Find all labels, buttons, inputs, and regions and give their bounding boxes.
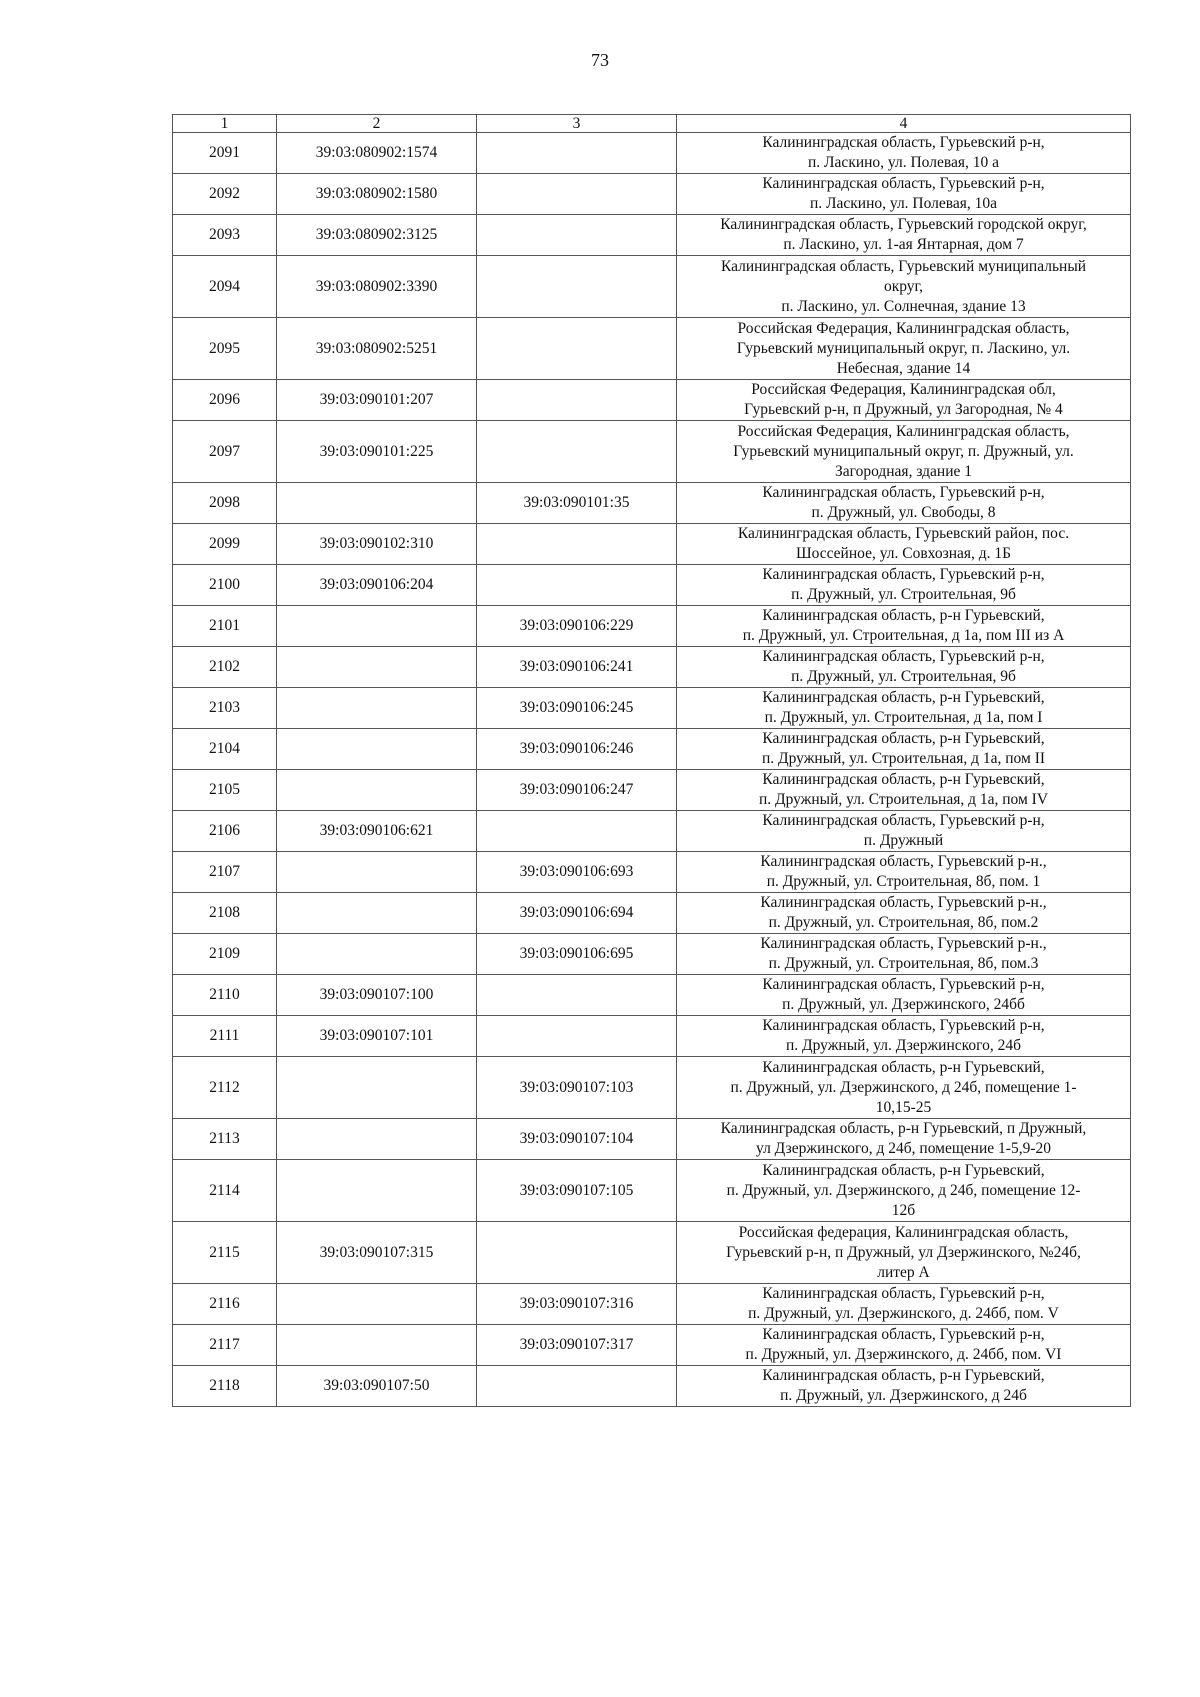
land-cadastral-number-cell (277, 606, 477, 647)
row-number-cell: 2107 (173, 852, 277, 893)
table-row (173, 852, 1131, 893)
address-cell: Калининградская область, Гурьевский р-н, п. Дружный, ул. Свободы, 8 (677, 483, 1131, 524)
address-cell: Калининградская область, Гурьевский р-н, п. Дружный, ул. Дзержинского, 24бб (677, 975, 1131, 1016)
object-cadastral-number-cell (477, 174, 677, 215)
land-cadastral-number-cell (277, 1325, 477, 1366)
address-cell: Калининградская область, Гурьевский р-н, п. Дружный, ул. Строительная, 9б (677, 565, 1131, 606)
table-row (173, 893, 1131, 934)
header-col-4: 4 (677, 115, 1131, 133)
address-cell: Калининградская область, Гурьевский район, пос. Шоссейное, ул. Совхозная, д. 1Б (677, 524, 1131, 565)
address-cell: Калининградская область, р-н Гурьевский, п. Дружный, ул. Дзержинского, д 24б, помещение 12- 12б (677, 1160, 1131, 1222)
object-cadastral-number-cell (477, 524, 677, 565)
address-cell: Калининградская область, Гурьевский р-н., п. Дружный, ул. Строительная, 8б, пом.3 (677, 934, 1131, 975)
table-row (173, 1284, 1131, 1325)
object-cadastral-number-cell: 39:03:090101:35 (477, 483, 677, 524)
row-number-cell: 2096 (173, 380, 277, 421)
table-row (173, 421, 1131, 483)
address-cell: Калининградская область, Гурьевский р-н., п. Дружный, ул. Строительная, 8б, пом.2 (677, 893, 1131, 934)
object-cadastral-number-cell (477, 975, 677, 1016)
row-number-cell: 2098 (173, 483, 277, 524)
row-number-cell: 2115 (173, 1222, 277, 1284)
header-col-1: 1 (173, 115, 277, 133)
table-row (173, 1222, 1131, 1284)
address-cell: Калининградская область, р-н Гурьевский, п. Дружный, ул. Дзержинского, д 24б (677, 1366, 1131, 1407)
table-row (173, 1325, 1131, 1366)
land-cadastral-number-cell (277, 647, 477, 688)
table-row (173, 1119, 1131, 1160)
address-cell: Российская Федерация, Калининградская область, Гурьевский муниципальный округ, п. Дружный, ул. Загородная, здание 1 (677, 421, 1131, 483)
table-row (173, 565, 1131, 606)
object-cadastral-number-cell: 39:03:090107:104 (477, 1119, 677, 1160)
address-cell: Калининградская область, Гурьевский р-н, п. Дружный (677, 811, 1131, 852)
table-row (173, 1057, 1131, 1119)
land-cadastral-number-cell: 39:03:090101:225 (277, 421, 477, 483)
address-cell: Калининградская область, р-н Гурьевский, п. Дружный, ул. Строительная, д 1а, пом III из А (677, 606, 1131, 647)
land-cadastral-number-cell: 39:03:090101:207 (277, 380, 477, 421)
address-cell: Калининградская область, р-н Гурьевский, п. Дружный, ул. Строительная, д 1а, пом IV (677, 770, 1131, 811)
land-cadastral-number-cell (277, 893, 477, 934)
land-cadastral-number-cell (277, 688, 477, 729)
land-cadastral-number-cell: 39:03:080902:1580 (277, 174, 477, 215)
address-cell: Российская федерация, Калининградская область, Гурьевский р-н, п Дружный, ул Дзержинского, №24б, литер А (677, 1222, 1131, 1284)
table-row (173, 174, 1131, 215)
object-cadastral-number-cell (477, 1366, 677, 1407)
address-cell: Калининградская область, Гурьевский р-н, п. Ласкино, ул. Полевая, 10а (677, 174, 1131, 215)
row-number-cell: 2101 (173, 606, 277, 647)
table-row (173, 380, 1131, 421)
table-row (173, 811, 1131, 852)
land-cadastral-number-cell: 39:03:090102:310 (277, 524, 477, 565)
row-number-cell: 2095 (173, 318, 277, 380)
row-number-cell: 2092 (173, 174, 277, 215)
row-number-cell: 2104 (173, 729, 277, 770)
land-cadastral-number-cell: 39:03:080902:3125 (277, 215, 477, 256)
row-number-cell: 2114 (173, 1160, 277, 1222)
row-number-cell: 2103 (173, 688, 277, 729)
table-row (173, 1016, 1131, 1057)
table-row (173, 729, 1131, 770)
object-cadastral-number-cell: 39:03:090107:317 (477, 1325, 677, 1366)
address-cell: Калининградская область, р-н Гурьевский, п Дружный, ул Дзержинского, д 24б, помещение 1-5,9-20 (677, 1119, 1131, 1160)
land-cadastral-number-cell (277, 770, 477, 811)
address-cell: Калининградская область, Гурьевский р-н, п. Дружный, ул. Дзержинского, д. 24бб, пом. V (677, 1284, 1131, 1325)
table-row (173, 647, 1131, 688)
land-cadastral-number-cell: 39:03:090107:101 (277, 1016, 477, 1057)
table-row (173, 606, 1131, 647)
row-number-cell: 2116 (173, 1284, 277, 1325)
row-number-cell: 2110 (173, 975, 277, 1016)
table-row (173, 524, 1131, 565)
row-number-cell: 2112 (173, 1057, 277, 1119)
row-number-cell: 2093 (173, 215, 277, 256)
table-row (173, 1160, 1131, 1222)
header-row (173, 115, 1131, 133)
row-number-cell: 2117 (173, 1325, 277, 1366)
object-cadastral-number-cell: 39:03:090107:103 (477, 1057, 677, 1119)
row-number-cell: 2100 (173, 565, 277, 606)
land-cadastral-number-cell: 39:03:090107:100 (277, 975, 477, 1016)
table-row (173, 133, 1131, 174)
land-cadastral-number-cell (277, 729, 477, 770)
table-row (173, 770, 1131, 811)
header-col-2: 2 (277, 115, 477, 133)
address-cell: Калининградская область, Гурьевский р-н, п. Дружный, ул. Дзержинского, д. 24бб, пом. VI (677, 1325, 1131, 1366)
object-cadastral-number-cell (477, 256, 677, 318)
address-cell: Калининградская область, р-н Гурьевский, п. Дружный, ул. Строительная, д 1а, пом II (677, 729, 1131, 770)
table-row (173, 215, 1131, 256)
land-cadastral-number-cell: 39:03:080902:3390 (277, 256, 477, 318)
row-number-cell: 2102 (173, 647, 277, 688)
land-cadastral-number-cell: 39:03:090107:315 (277, 1222, 477, 1284)
address-cell: Калининградская область, Гурьевский городской округ, п. Ласкино, ул. 1-ая Янтарная, дом 7 (677, 215, 1131, 256)
table-body (173, 133, 1131, 1407)
object-cadastral-number-cell: 39:03:090107:316 (477, 1284, 677, 1325)
object-cadastral-number-cell (477, 1222, 677, 1284)
object-cadastral-number-cell (477, 811, 677, 852)
address-cell: Калининградская область, Гурьевский р-н., п. Дружный, ул. Строительная, 8б, пом. 1 (677, 852, 1131, 893)
address-cell: Калининградская область, Гурьевский р-н, п. Ласкино, ул. Полевая, 10 а (677, 133, 1131, 174)
object-cadastral-number-cell: 39:03:090106:247 (477, 770, 677, 811)
object-cadastral-number-cell (477, 133, 677, 174)
land-cadastral-number-cell: 39:03:080902:5251 (277, 318, 477, 380)
object-cadastral-number-cell (477, 318, 677, 380)
address-cell: Российская Федерация, Калининградская область, Гурьевский муниципальный округ, п. Ласкино, ул. Небесная, здание 14 (677, 318, 1131, 380)
row-number-cell: 2094 (173, 256, 277, 318)
object-cadastral-number-cell: 39:03:090107:105 (477, 1160, 677, 1222)
land-cadastral-number-cell (277, 483, 477, 524)
object-cadastral-number-cell: 39:03:090106:693 (477, 852, 677, 893)
address-cell: Калининградская область, Гурьевский р-н, п. Дружный, ул. Дзержинского, 24б (677, 1016, 1131, 1057)
address-cell: Калининградская область, р-н Гурьевский, п. Дружный, ул. Строительная, д 1а, пом I (677, 688, 1131, 729)
table-row (173, 1366, 1131, 1407)
table-row (173, 318, 1131, 380)
land-cadastral-number-cell: 39:03:090106:204 (277, 565, 477, 606)
land-cadastral-number-cell: 39:03:090107:50 (277, 1366, 477, 1407)
object-cadastral-number-cell: 39:03:090106:695 (477, 934, 677, 975)
row-number-cell: 2108 (173, 893, 277, 934)
land-cadastral-number-cell (277, 1284, 477, 1325)
object-cadastral-number-cell (477, 1016, 677, 1057)
object-cadastral-number-cell (477, 565, 677, 606)
address-cell: Калининградская область, р-н Гурьевский, п. Дружный, ул. Дзержинского, д 24б, помещение 1- 10,15-25 (677, 1057, 1131, 1119)
address-cell: Российская Федерация, Калининградская обл, Гурьевский р-н, п Дружный, ул Загородная, № 4 (677, 380, 1131, 421)
object-cadastral-number-cell (477, 421, 677, 483)
object-cadastral-number-cell (477, 380, 677, 421)
object-cadastral-number-cell: 39:03:090106:694 (477, 893, 677, 934)
object-cadastral-number-cell (477, 215, 677, 256)
address-cell: Калининградская область, Гурьевский р-н, п. Дружный, ул. Строительная, 9б (677, 647, 1131, 688)
land-cadastral-number-cell (277, 934, 477, 975)
row-number-cell: 2105 (173, 770, 277, 811)
table-row (173, 975, 1131, 1016)
row-number-cell: 2106 (173, 811, 277, 852)
object-cadastral-number-cell: 39:03:090106:245 (477, 688, 677, 729)
row-number-cell: 2111 (173, 1016, 277, 1057)
table-row (173, 688, 1131, 729)
land-cadastral-number-cell (277, 852, 477, 893)
object-cadastral-number-cell: 39:03:090106:246 (477, 729, 677, 770)
object-cadastral-number-cell: 39:03:090106:229 (477, 606, 677, 647)
land-cadastral-number-cell: 39:03:080902:1574 (277, 133, 477, 174)
row-number-cell: 2097 (173, 421, 277, 483)
table-row (173, 934, 1131, 975)
row-number-cell: 2113 (173, 1119, 277, 1160)
row-number-cell: 2091 (173, 133, 277, 174)
land-cadastral-number-cell (277, 1119, 477, 1160)
object-cadastral-number-cell: 39:03:090106:241 (477, 647, 677, 688)
table-row (173, 483, 1131, 524)
row-number-cell: 2109 (173, 934, 277, 975)
address-cell: Калининградская область, Гурьевский муниципальный округ, п. Ласкино, ул. Солнечная, здание 13 (677, 256, 1131, 318)
row-number-cell: 2118 (173, 1366, 277, 1407)
land-cadastral-number-cell: 39:03:090106:621 (277, 811, 477, 852)
table-row (173, 256, 1131, 318)
cadastral-table (172, 114, 1131, 1407)
land-cadastral-number-cell (277, 1160, 477, 1222)
header-col-3: 3 (477, 115, 677, 133)
row-number-cell: 2099 (173, 524, 277, 565)
land-cadastral-number-cell (277, 1057, 477, 1119)
page-number: 73 (591, 50, 609, 70)
